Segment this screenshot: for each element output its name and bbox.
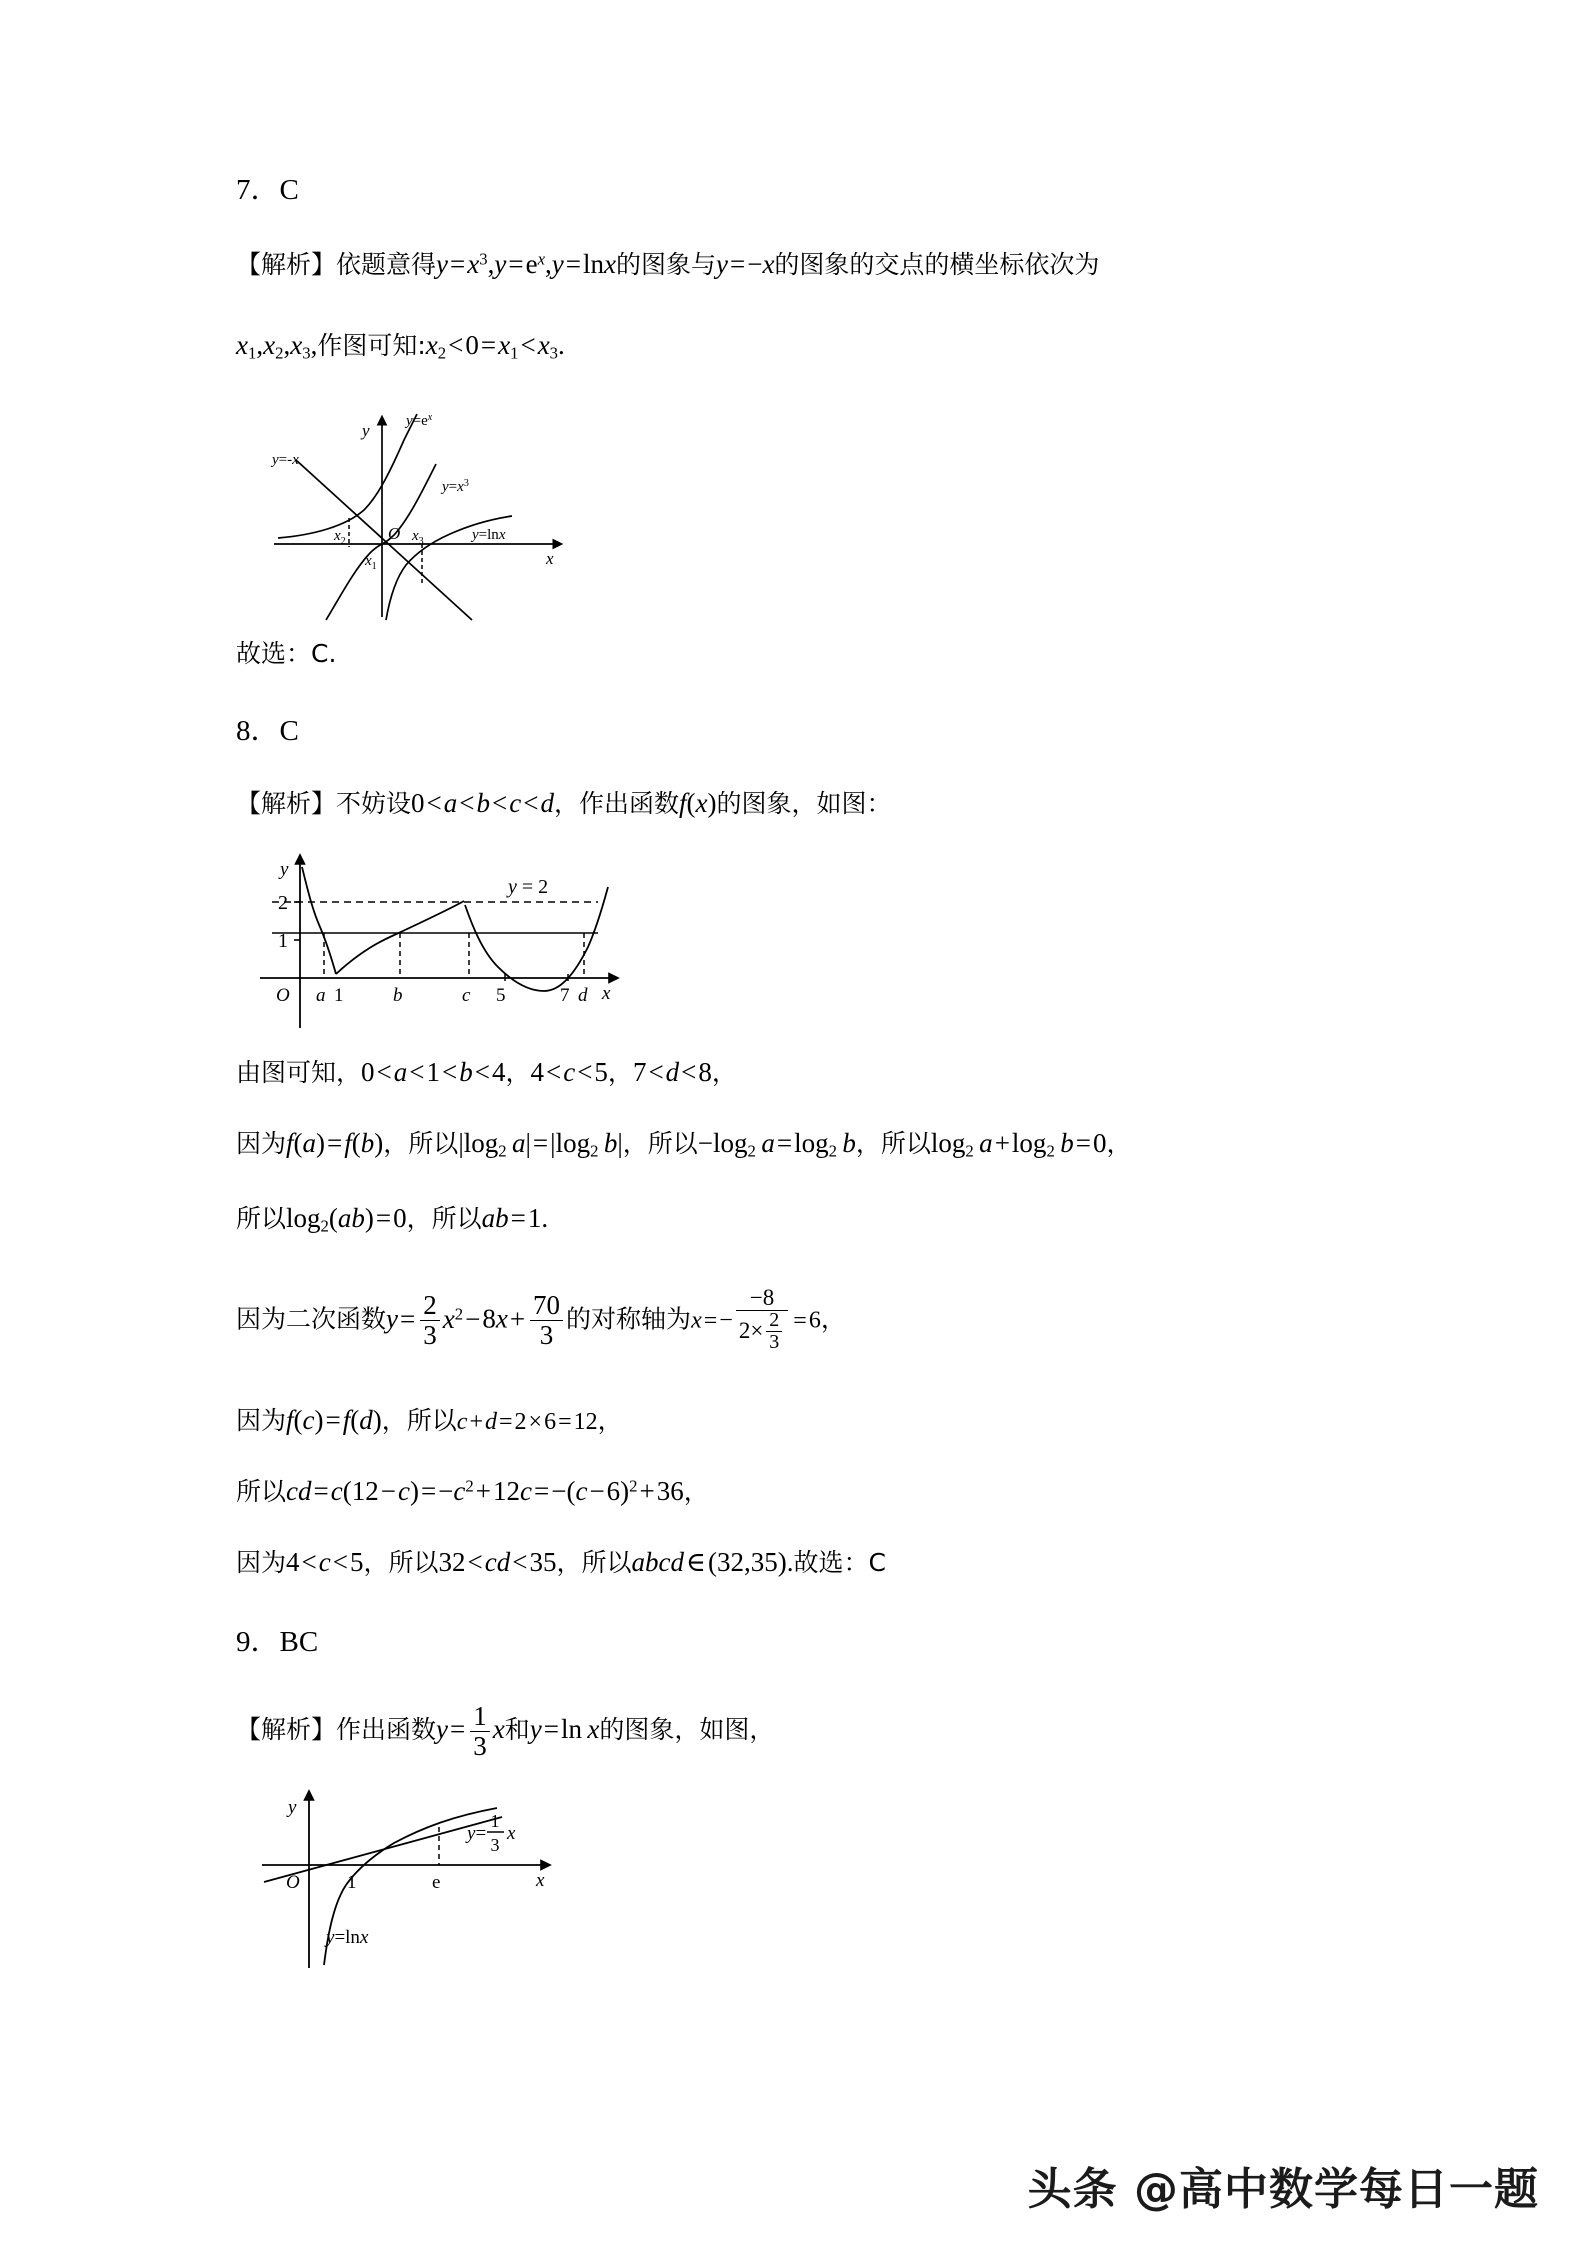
- m8-sep13: ，: [363, 1548, 389, 1578]
- analysis-8-line-2: [236, 1059, 1416, 1086]
- m8-12b: 12: [351, 1476, 379, 1507]
- figure-9-svg: [254, 1783, 624, 1983]
- m8-cd1: cd: [286, 1476, 312, 1507]
- math-paren-1: (: [686, 788, 696, 819]
- math-y-4: y: [715, 249, 728, 279]
- m8-c: c: [563, 1057, 576, 1088]
- m8-1: 1: [426, 1057, 440, 1088]
- frac-den4: 3: [766, 1331, 782, 1353]
- m8-eq5: =: [375, 1202, 392, 1233]
- m8-sep4: ，: [383, 1129, 409, 1159]
- curve-exp: [278, 414, 417, 538]
- math-x-1: $x^3$: [467, 249, 488, 279]
- p8-text-15: 所以: [581, 1548, 632, 1578]
- analysis-9-line-1: [236, 1703, 1416, 1761]
- label-line-denominator: 3: [490, 1835, 500, 1856]
- m8-c6: $c^2$: [453, 1476, 474, 1507]
- m8-0a: 0: [361, 1057, 375, 1088]
- m8-ab1: ab: [337, 1202, 365, 1233]
- m9-y1: y: [436, 1714, 449, 1745]
- m8-eq2: =: [532, 1128, 549, 1159]
- tick-label-c: c: [462, 985, 471, 1007]
- m8-b2: b: [360, 1128, 375, 1159]
- m8-eq11: =: [499, 1409, 513, 1436]
- p9-text-1: 作出函数: [336, 1715, 437, 1745]
- math-y-2: y: [494, 249, 507, 279]
- m8-bar1: |: [458, 1128, 464, 1159]
- m8-x6: x: [495, 1303, 508, 1334]
- m8-2a: 2: [514, 1409, 527, 1436]
- m8-p10: ): [372, 1405, 382, 1436]
- conclusion-7: [236, 640, 1416, 667]
- math-comma-3: ,: [256, 330, 264, 360]
- m8-c9: c: [318, 1547, 331, 1578]
- frac-num2: 70: [533, 1290, 561, 1321]
- analysis-8-line-3: [236, 1130, 1416, 1160]
- m8-d2: d: [359, 1405, 373, 1436]
- label-curve-exp: $y=e^x$: [406, 412, 433, 430]
- m8-c7: c: [520, 1476, 532, 1507]
- frac-den2: 3: [530, 1320, 563, 1349]
- tick-label-a: a: [316, 985, 326, 1007]
- answer-line-9: [236, 1628, 1416, 1657]
- m8-a: a: [393, 1057, 408, 1088]
- math-c-1: c: [509, 788, 522, 819]
- curve-log-left: [302, 867, 336, 974]
- math-eq-3: =: [565, 249, 581, 279]
- m8-eq1: =: [327, 1128, 343, 1159]
- m8-p6: ): [364, 1202, 374, 1233]
- m8-y1: y: [386, 1303, 398, 1334]
- m8-eq12: =: [558, 1409, 572, 1436]
- m8-minus3: −: [719, 1307, 733, 1334]
- tick-label-e: e: [432, 1872, 441, 1894]
- p8-text-10: 因为: [236, 1406, 287, 1436]
- figure-9: [254, 1783, 1416, 1983]
- m8-eq6: =: [510, 1202, 526, 1233]
- label-line-numerator: 1: [490, 1811, 500, 1832]
- analysis-8-line-7: [236, 1478, 1416, 1505]
- m8-sep14: ，: [556, 1548, 582, 1578]
- label-origin: O: [276, 985, 290, 1007]
- p7-text-4: 作图可知:: [317, 331, 426, 360]
- m8-7: 7: [632, 1057, 647, 1088]
- m8-plus4: +: [475, 1476, 491, 1507]
- m8-sep12: ，: [683, 1477, 709, 1507]
- math-eq-1: =: [450, 249, 466, 279]
- m8-log2: $\log_2$: [555, 1128, 599, 1162]
- frac-1-3: [470, 1702, 490, 1760]
- m8-minus2: −: [465, 1303, 481, 1334]
- m8-lt-c: <: [441, 1057, 458, 1088]
- frac-70-3: [530, 1291, 563, 1349]
- m8-p5: (: [328, 1202, 338, 1233]
- m8-dot2: .: [786, 1547, 794, 1578]
- m8-neg1: −: [697, 1128, 714, 1159]
- answer-9-text: 9．BC: [236, 1626, 319, 1659]
- m8-sep11: ，: [597, 1406, 623, 1436]
- m8-a3: a: [506, 1128, 526, 1159]
- m8-abcd: abcd: [631, 1547, 684, 1578]
- m8-lt-b: <: [409, 1057, 425, 1088]
- m8-b: b: [459, 1057, 473, 1088]
- label-x3: $x_3$: [412, 528, 424, 548]
- m8-bar2: |: [525, 1128, 531, 1159]
- math-comma-1: ,: [487, 249, 495, 279]
- analysis-8-line-6: [236, 1407, 1416, 1434]
- m8-log7: $\log_2$: [286, 1202, 329, 1236]
- m8-4: 4: [491, 1057, 506, 1088]
- m8-plus2: +: [509, 1303, 526, 1334]
- m8-5b: 5: [349, 1547, 364, 1578]
- m8-6b: 6: [544, 1409, 557, 1436]
- m9-y2: y: [529, 1714, 542, 1745]
- frac-2-3: [420, 1291, 440, 1349]
- m8-lt-l: <: [512, 1547, 528, 1578]
- frac-den3: 2× $\frac{2}{3}$: [736, 1310, 788, 1354]
- math-zero-2: 0: [411, 788, 425, 819]
- label-line-prefix: y=: [467, 1823, 487, 1845]
- math-lt-2: <: [520, 330, 536, 360]
- math-ln-1: ln: [582, 249, 604, 279]
- m8-p3: (: [351, 1128, 361, 1159]
- m8-c4: c: [330, 1476, 343, 1507]
- m8-sep7: ，: [1106, 1129, 1132, 1159]
- m8-12c: 12: [493, 1476, 520, 1507]
- m8-lt-h: <: [681, 1057, 697, 1088]
- analysis-7-line-2: [236, 332, 1416, 362]
- math-b-1: b: [476, 788, 490, 819]
- p8-text-12: 所以: [236, 1477, 287, 1507]
- p8-text-3: 的图象，如图：: [716, 789, 892, 819]
- figure-8: [250, 843, 1416, 1033]
- m9-x2: x: [581, 1714, 600, 1745]
- watermark: 头条 @高中数学每日一题: [1027, 2164, 1539, 2215]
- m8-sep2: ，: [607, 1058, 633, 1088]
- p8-text-6c: 所以: [880, 1129, 931, 1159]
- m8-sep9: ，: [820, 1304, 846, 1334]
- label-line-negx: y=-x: [272, 452, 299, 469]
- analysis-label-8: 【解析】: [236, 789, 337, 819]
- label-x-axis: x: [536, 1870, 545, 1892]
- m8-bar4: |: [617, 1128, 623, 1159]
- p7-text-3: 的图象的交点的横坐标依次为: [774, 250, 1100, 279]
- math-paren-2: ): [707, 788, 717, 819]
- analysis-8-line-1: [236, 790, 1416, 817]
- m8-5: 5: [594, 1057, 608, 1088]
- m8-a2: a: [302, 1128, 317, 1159]
- m8-f2: f: [344, 1128, 352, 1159]
- label-curve-cubic: $y=x^3$: [442, 478, 469, 496]
- m9-ln1: ln: [560, 1714, 582, 1745]
- label-y-equals-2: y = 2: [508, 876, 549, 899]
- m8-sep1: ，: [505, 1058, 531, 1088]
- p8-text-7a: 所以: [236, 1203, 287, 1233]
- m8-x7: x: [691, 1307, 702, 1334]
- p8-text-1: 不妨设: [336, 789, 412, 819]
- m8-36a: 36: [656, 1476, 684, 1507]
- m8-log1: $\log_2$: [463, 1128, 507, 1162]
- m8-p1: (: [293, 1128, 303, 1159]
- answer-line-8: [236, 717, 1416, 746]
- frac-sym-axis: [736, 1286, 788, 1354]
- m8-lt-i: <: [301, 1547, 317, 1578]
- m8-log4: $\log_2$: [794, 1128, 837, 1162]
- analysis-8-line-4: [236, 1202, 1416, 1236]
- tick-label-one: 1: [334, 985, 344, 1007]
- m8-sep8: ，: [406, 1203, 432, 1233]
- math-lt-5: <: [492, 788, 508, 819]
- math-x-2: x: [603, 249, 616, 279]
- m8-c5: c: [397, 1476, 410, 1507]
- tick-label-b: b: [393, 985, 403, 1007]
- m8-8b: 8: [482, 1303, 496, 1334]
- math-x-3: x: [762, 249, 775, 279]
- m8-p12: ): [409, 1476, 419, 1507]
- tick-label-seven: 7: [560, 985, 570, 1007]
- m8-sep10: ，: [381, 1406, 407, 1436]
- math-x1: $x_1$: [236, 330, 257, 363]
- analysis-label-9: 【解析】: [236, 1715, 337, 1745]
- m8-p8: ): [314, 1405, 324, 1436]
- m8-6c: 6: [606, 1476, 621, 1507]
- m8-c8: c: [575, 1476, 588, 1507]
- tick-label-five: 5: [496, 985, 506, 1007]
- m8-interval: (32,35): [707, 1547, 787, 1578]
- analysis-8-line-8: [236, 1549, 1416, 1576]
- m8-d3: d: [485, 1409, 497, 1436]
- figure-7-svg: [254, 392, 584, 622]
- math-comma-2: ,: [545, 249, 552, 279]
- tick-label-d: d: [578, 985, 588, 1007]
- m8-ab2: ab: [481, 1202, 509, 1233]
- math-comma-5: ,: [310, 330, 318, 360]
- label-origin: O: [388, 524, 401, 544]
- m8-p14: )$^2$: [620, 1476, 638, 1507]
- math-x3-b: $x_3$: [537, 330, 559, 363]
- math-x1-b: $x_1$: [498, 330, 519, 363]
- m8-0c: 0: [393, 1202, 407, 1233]
- conclusion-7-text: 故选：C.: [236, 639, 337, 669]
- frac-num: 2: [423, 1290, 437, 1321]
- m8-6a: 6: [808, 1307, 821, 1334]
- p8-text-13: 因为: [236, 1548, 287, 1578]
- label-origin: O: [286, 1872, 300, 1894]
- m8-a5: a: [973, 1128, 993, 1159]
- label-y-axis: y: [362, 421, 370, 441]
- m8-eq3: =: [776, 1128, 793, 1159]
- p8-text-6a: 所以: [408, 1129, 459, 1159]
- conclusion-8: 故选：C: [793, 1548, 886, 1578]
- analysis-7-line-1: [236, 251, 1416, 278]
- m8-sep5: ，: [622, 1129, 648, 1159]
- m8-p9: (: [350, 1405, 360, 1436]
- math-e-1: $e^x$: [525, 249, 545, 279]
- frac-num5: 1: [473, 1701, 487, 1732]
- m8-f3: f: [286, 1405, 294, 1436]
- m8-lt-g: <: [648, 1057, 664, 1088]
- m8-b4: b: [836, 1128, 856, 1159]
- m8-log3: $\log_2$: [713, 1128, 756, 1162]
- p8-text-8: 因为二次函数: [236, 1304, 387, 1334]
- analysis-8-line-5: [236, 1287, 1416, 1355]
- frac-2-3-inner: [766, 1310, 782, 1353]
- m8-log5: $\log_2$: [930, 1128, 974, 1162]
- m8-c3: c: [456, 1409, 468, 1436]
- answer-8-text: 8．C: [236, 715, 299, 748]
- m8-d: d: [665, 1057, 680, 1088]
- tick-label-one: 1: [347, 1872, 357, 1894]
- p8-text-9: 的对称轴为: [566, 1304, 692, 1334]
- m8-eq14: =: [420, 1476, 437, 1507]
- figure-8-svg: [250, 843, 640, 1033]
- label-x-axis: x: [602, 983, 611, 1005]
- m9-eq1: =: [450, 1714, 466, 1745]
- math-lt-1: <: [448, 330, 464, 360]
- math-zero-1: 0: [465, 330, 479, 360]
- m8-sep6: ，: [855, 1129, 881, 1159]
- frac-den: 3: [420, 1320, 440, 1349]
- math-x-4: x: [695, 788, 708, 819]
- p7-text-1: 依题意得: [336, 250, 437, 279]
- m8-4c: 4: [286, 1547, 300, 1578]
- tick-label-1: 1: [278, 930, 288, 953]
- m8-plus1: +: [994, 1128, 1010, 1159]
- math-lt-3: <: [426, 788, 442, 819]
- m8-minus5: −: [438, 1476, 454, 1507]
- math-comma-4: ,: [283, 330, 291, 360]
- m8-eq4: =: [1075, 1128, 1091, 1159]
- frac-num3: −8: [749, 1285, 775, 1311]
- label-x2: $x_2$: [334, 528, 346, 548]
- m8-eq9: =: [793, 1307, 807, 1334]
- math-fx-1: f: [678, 788, 687, 819]
- m8-dot1: .: [541, 1202, 549, 1233]
- m8-bar3: |: [550, 1128, 556, 1159]
- label-line-suffix: x: [507, 1823, 516, 1845]
- page-content: [236, 176, 1416, 1983]
- p8-text-11: 所以: [406, 1406, 457, 1436]
- m8-minus7: −: [589, 1476, 605, 1507]
- m8-plus3: +: [469, 1409, 483, 1436]
- label-curve-log: y=lnx: [472, 527, 506, 544]
- m8-eq15: =: [533, 1476, 550, 1507]
- m8-eq13: =: [313, 1476, 329, 1507]
- m8-plus5: +: [639, 1476, 655, 1507]
- m8-lt-e: <: [545, 1057, 562, 1088]
- math-lt-6: <: [523, 788, 539, 819]
- p8-text-4: 由图可知，: [236, 1058, 362, 1088]
- m8-lt-d: <: [474, 1057, 490, 1088]
- math-y-3: y: [551, 249, 564, 279]
- math-y-1: y: [436, 249, 449, 279]
- p9-text-2: 和: [504, 1715, 530, 1745]
- answer-line-7: [236, 176, 1416, 205]
- m9-x1: x: [492, 1714, 505, 1745]
- label-x1: $x_1$: [365, 553, 377, 573]
- frac-num4: 2: [769, 1309, 780, 1332]
- m8-1b: 1: [527, 1202, 542, 1233]
- math-period-1: .: [558, 330, 565, 360]
- m8-p2: ): [316, 1128, 326, 1159]
- p7-text-2: 的图象与: [615, 250, 716, 279]
- p8-text-7b: 所以: [431, 1203, 482, 1233]
- math-x2: $x_2$: [263, 330, 284, 363]
- m8-32a: 32: [438, 1547, 466, 1578]
- p8-text-5: 因为: [236, 1129, 287, 1159]
- m8-b5: b: [1054, 1128, 1074, 1159]
- m8-f4: f: [342, 1405, 351, 1436]
- label-line-one-third: [465, 1811, 516, 1855]
- math-minus-1: −: [747, 249, 763, 279]
- p8-text-14: 所以: [388, 1548, 439, 1578]
- p9-text-3: 的图象，如图，: [599, 1715, 775, 1745]
- label-x-axis: x: [546, 549, 554, 569]
- m8-eq7: =: [400, 1303, 416, 1334]
- math-a-1: a: [443, 788, 458, 819]
- label-y-axis: y: [288, 1797, 297, 1819]
- m8-f1: f: [286, 1128, 294, 1159]
- math-eq-2: =: [508, 249, 524, 279]
- m8-p13: (: [566, 1476, 576, 1507]
- m8-eq8: =: [703, 1307, 718, 1334]
- m8-c2: c: [302, 1405, 315, 1436]
- m8-lt-j: <: [332, 1547, 348, 1578]
- m8-35a: 35: [529, 1547, 557, 1578]
- m8-lt-a: <: [376, 1057, 392, 1088]
- m8-0b: 0: [1092, 1128, 1107, 1159]
- m8-x5: $x^2$: [442, 1303, 464, 1334]
- m8-minus4: −: [380, 1476, 396, 1507]
- m8-lt-k: <: [467, 1547, 483, 1578]
- analysis-label-7: 【解析】: [236, 250, 337, 279]
- p8-text-6b: 所以: [647, 1129, 698, 1159]
- math-d-1: d: [540, 788, 554, 819]
- m8-sep3: ，: [711, 1058, 737, 1088]
- m8-p7: (: [293, 1405, 303, 1436]
- m9-eq2: =: [543, 1714, 559, 1745]
- m8-eq10: =: [325, 1405, 341, 1436]
- m8-a4: a: [755, 1128, 775, 1159]
- m8-minus6: −: [551, 1476, 567, 1507]
- tick-label-2: 2: [278, 892, 288, 915]
- m8-lt-f: <: [577, 1057, 593, 1088]
- frac-den5: 3: [470, 1731, 490, 1760]
- m8-cd2: cd: [484, 1547, 511, 1578]
- label-y-axis: y: [280, 859, 289, 881]
- answer-7-text: 7．C: [236, 174, 299, 206]
- m8-b3: b: [598, 1128, 618, 1159]
- p8-text-2: ，作出函数: [553, 789, 679, 819]
- m8-p4: ): [374, 1128, 384, 1159]
- math-x3: $x_3$: [290, 330, 311, 363]
- label-curve-lnx: y=lnx: [326, 1927, 369, 1949]
- math-eq-4: =: [729, 249, 746, 279]
- m8-12a: 12: [573, 1409, 598, 1436]
- figure-7: [254, 392, 1416, 622]
- math-lt-4: <: [459, 788, 475, 819]
- m8-times1: ×: [528, 1409, 543, 1436]
- m8-4b: 4: [530, 1057, 544, 1088]
- m8-8: 8: [698, 1057, 712, 1088]
- math-eq-5: =: [480, 330, 497, 360]
- m8-in1: ∈: [685, 1547, 706, 1578]
- math-x2-b: $x_2$: [425, 330, 447, 363]
- m8-log6: $\log_2$: [1011, 1128, 1055, 1162]
- m8-p11: (: [342, 1476, 352, 1507]
